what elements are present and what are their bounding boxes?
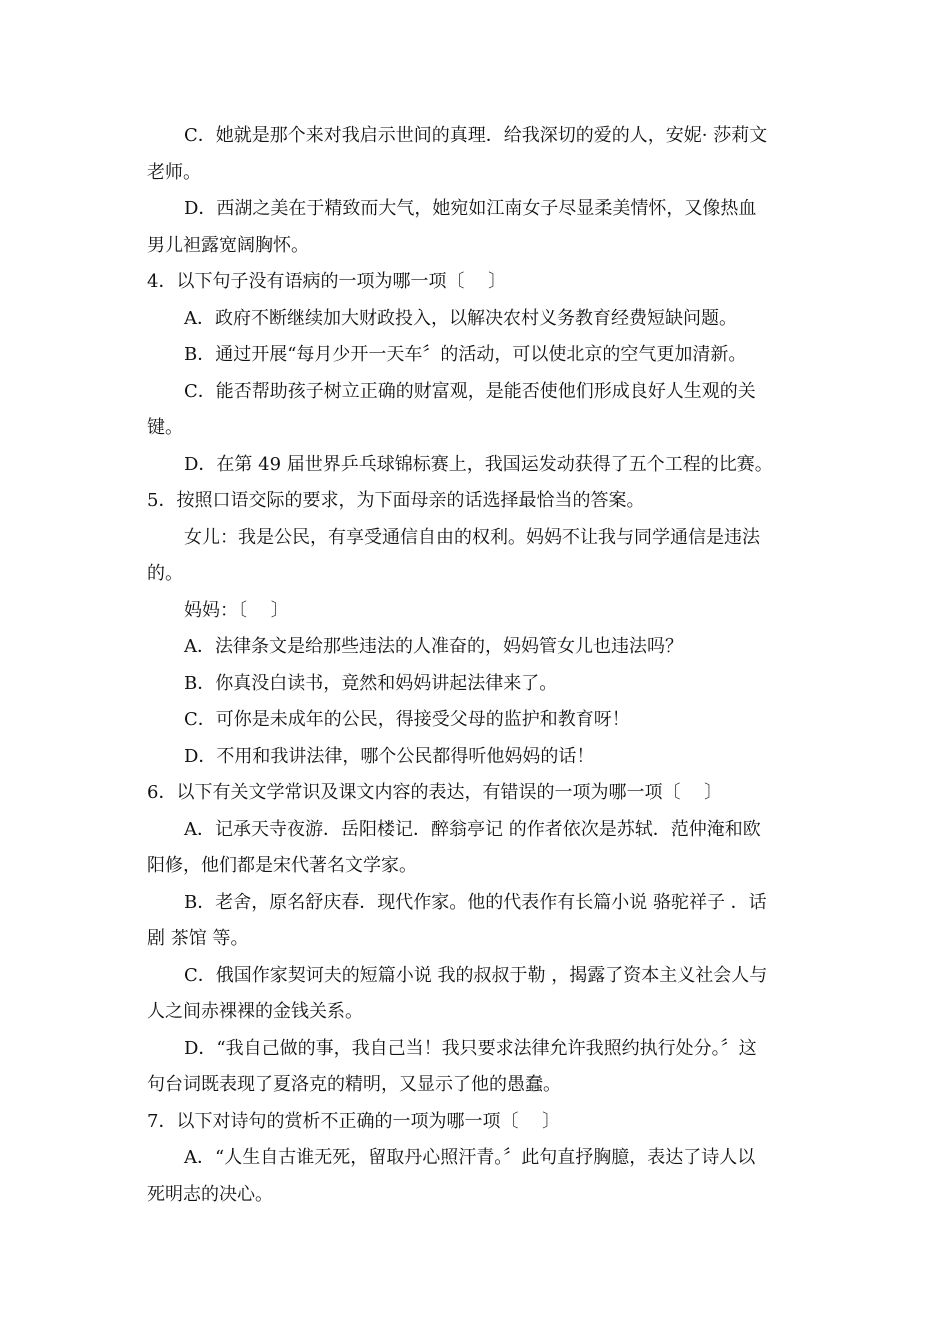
question-5-stem: 5．按照口语交际的要求，为下面母亲的话选择最恰当的答案。 [147,490,645,511]
dialogue-line: 女儿：我是公民，有享受通信自由的权利。妈妈不让我与同学通信是违法 [184,526,760,548]
text-line: 老师。 [147,161,201,183]
text-line: 句台词既表现了夏洛克的精明，又显示了他的愚蠢。 [147,1074,561,1095]
option-line: A．“人生自古谁无死，留取丹心照汗青。〞此句直抒胸臆，表达了诗人以 [184,1147,756,1168]
question-4-stem: 4．以下句子没有语病的一项为哪一项〔 〕 [147,271,507,292]
option-line: A．法律条文是给那些违法的人准奋的，妈妈管女儿也违法吗？ [184,636,683,657]
text-line: 阳修，他们都是宋代著名文学家。 [147,855,417,876]
option-line: C．能否帮助孩子树立正确的财富观，是能否使他们形成良好人生观的关 [184,380,756,402]
text-line: 人之间赤裸裸的金钱关系。 [147,1001,363,1022]
option-line: C．可你是未成年的公民，得接受父母的监护和教育呀！ [184,709,630,730]
text-line: 男儿袒露宽阔胸怀。 [147,234,309,256]
option-line: B．你真没白读书，竟然和妈妈讲起法律来了。 [184,672,558,694]
dialogue-line: 妈妈：〔 〕 [184,599,289,621]
text-line: 死明志的决心。 [147,1183,273,1205]
option-line: A．政府不断继续加大财政投入，以解决农村义务教育经费短缺问题。 [184,307,737,329]
text-line: 键。 [147,417,183,438]
document-page [147,118,803,1213]
text-line: D．西湖之美在于精致而大气，她宛如江南女子尽显柔美情怀，又像热血 [184,198,757,219]
text-line: 剧 茶馆 等。 [147,928,249,949]
option-line: D．“我自己做的事，我自己当！我只要求法律允许我照约执行处分。〞这 [184,1037,757,1059]
option-line: D．在第 49 届世界乒乓球锦标赛上，我国运发动获得了五个工程的比赛。 [184,453,773,475]
option-line: B．老舍，原名舒庆春．现代作家。他的代表作有长篇小说 骆驼祥子 ．话 [184,891,767,913]
option-line: A．记承天寺夜游．岳阳楼记．醉翁亭记 的作者依次是苏轼．范仲淹和欧 [184,818,761,840]
option-line: D．不用和我讲法律，哪个公民都得听他妈妈的话！ [184,745,595,767]
option-line: B．通过开展“每月少开一天车〞的活动，可以使北京的空气更加清新。 [184,344,747,365]
option-line: C．俄国作家契诃夫的短篇小说 我的叔叔于勒 ，揭露了资本主义社会人与 [184,964,768,986]
text-line: 的。 [147,563,183,584]
text-line: C．她就是那个来对我启示世间的真理．给我深切的爱的人，安妮· 莎莉文 [184,125,768,146]
question-7-stem: 7．以下对诗句的赏析不正确的一项为哪一项〔 〕 [147,1110,561,1132]
question-6-stem: 6．以下有关文学常识及课文内容的表达，有错误的一项为哪一项〔 〕 [147,782,723,803]
